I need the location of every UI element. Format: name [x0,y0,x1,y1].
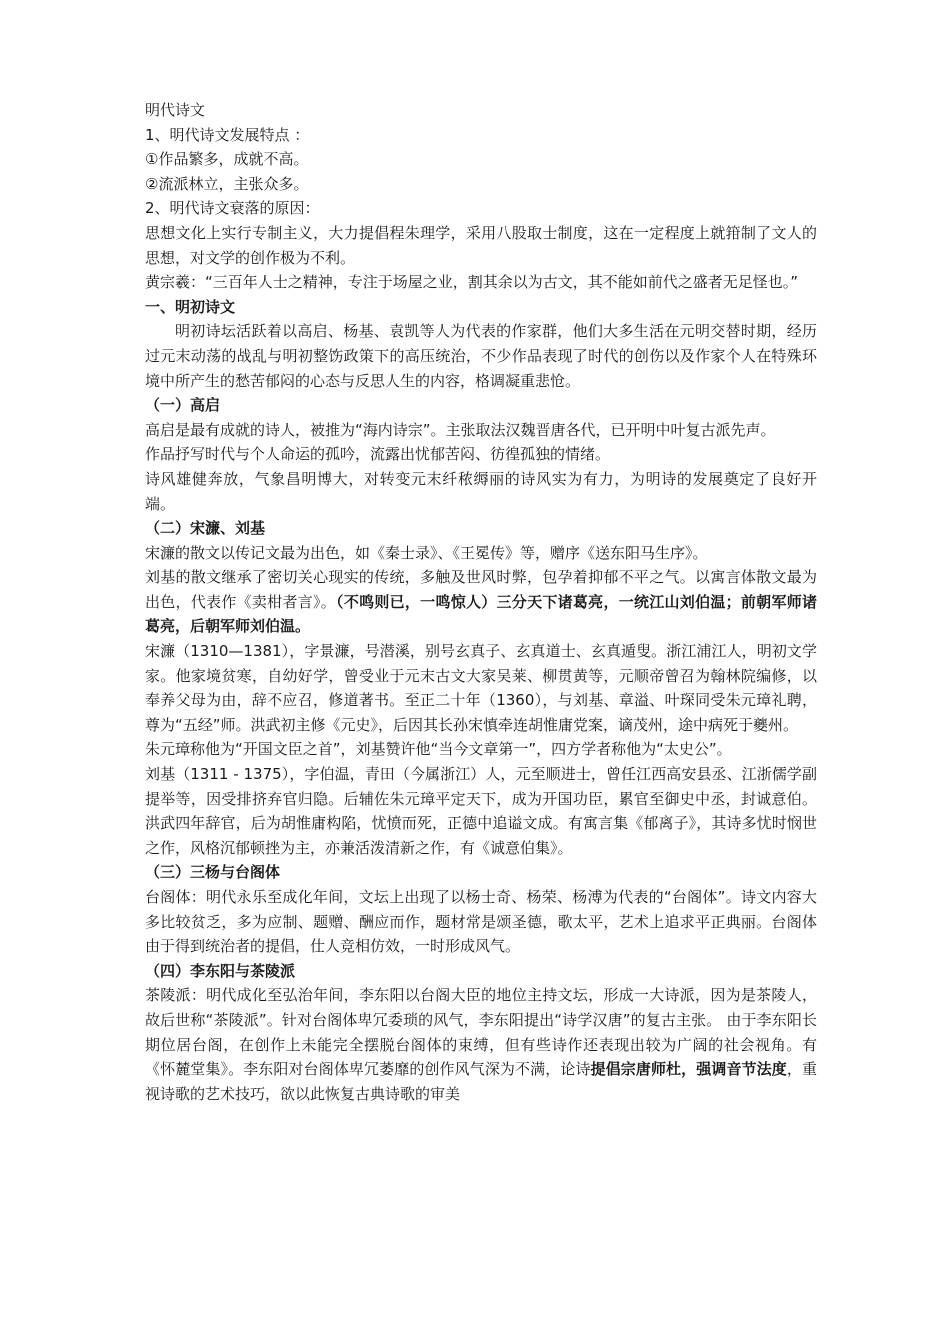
features-heading: 1、明代诗文发展特点 ： [145,125,310,144]
songlian-praise: 朱元璋称他为“开国文臣之首”，刘基赞许他“当今文章第一”，四方学者称他为“太史公”。 [145,740,732,759]
reasons-paragraph: 思想文化上实行专制主义，大力提倡程朱理学，采用八股取士制度，这在一定程度上就箝制了文人的思想，对文学的创作极为不利。 [145,223,817,267]
gaoqi-paragraph-1: 高启是最有成就的诗人，被推为“海内诗宗”。主张取法汉魏晋唐各代，已开明中叶复古派先声。 [145,420,776,439]
gaoqi-paragraph-2: 作品抒写时代与个人命运的孤吟，流露出忧郁苦闷、彷徨孤独的情绪。 [145,445,611,464]
feature-item-1: ①作品繁多，成就不高。 [145,150,309,169]
gaoqi-paragraph-3: 诗风雄健奔放，气象昌明博大，对转变元末纤秾缛丽的诗风实为有力，为明诗的发展奠定了良好开端。 [145,469,817,513]
taige-paragraph: 台阁体：明代永乐至成化年间，文坛上出现了以杨士奇、杨荣、杨溥为代表的“台阁体”。诗文内容大多比较贫乏，多为应制、题赠、酬应而作，题材常是颂圣德，歌太平，艺术上追求平正典丽。台阁体由于得到统治者的提倡，仕人竞相仿效，一时形成风气。 [145,888,817,956]
chaling-paragraph [145,983,817,1106]
document-page [145,98,817,1106]
section-heading-early-ming: 一、明初诗文 [145,297,236,316]
chaling-bold-phrase: 提倡宗唐师杜，强调音节法度 [590,1060,787,1079]
songlian-prose-paragraph: 宋濂的散文以传记文最为出色，如《秦士录》、《王冕传》等，赠序《送东阳马生序》。 [145,543,708,562]
chaling-text-a: 茶陵派：明代成化至弘治年间，李东阳以台阁大臣的地位主持文坛，形成一大诗派，因为是茶陵人，故后世称“茶陵派”。针对台阁体卑冗委琐的风气，李东阳提出“诗学汉唐”的复古主张。 由于李东阳长期位居台阁，在创作上未能完全摆脱台阁体的束缚，但有些诗作还表现出较为广阔的社会视角。有《怀麓堂集》。李东阳对台阁体卑冗萎靡的创作风气深为不满，论诗 [145,986,817,1079]
subsection-heading-gaoqi: （一）高启 [145,396,221,415]
liuji-proverb-bold: （不鸣则已，一鸣惊人）三分天下诸葛亮，一统江山刘伯温；前朝军师诸葛亮，后朝军师刘伯温。 [145,592,817,636]
liuji-prose-text: 刘基的散文继承了密切关心现实的传统，多触及世风时弊，包孕着抑郁不平之气。以寓言体散文最为出色，代表作《卖柑者言》。 [145,568,817,611]
liuji-biography: 刘基（1311 - 1375），字伯温，青田（今属浙江）人，元至顺进士，曾任江西高安县丞、江浙儒学副提举等，因受排挤弃官归隐。后辅佐朱元璋平定天下，成为开国功臣，累官至御史中丞，封诚意伯。洪武四年辞官，后为胡惟庸构陷，忧愤而死，正德中追谥文成。有寓言集《郁离子》，其诗多忧时悯世之作，风格沉郁顿挫为主，亦兼活泼清新之作，有《诚意伯集》。 [145,765,817,857]
reasons-heading: 2、明代诗文衰落的原因： [145,199,320,218]
subsection-heading-songlian-liuji: （二）宋濂、刘基 [145,519,266,538]
subsection-heading-taige: （三）三杨与台阁体 [145,863,281,882]
subsection-heading-chaling: （四）李东阳与茶陵派 [145,961,296,980]
feature-item-2: ②流派林立，主张众多。 [145,174,309,193]
document-title: 明代诗文 [145,101,206,119]
liuji-prose-paragraph [145,565,817,639]
early-ming-intro: 明初诗坛活跃着以高启、杨基、袁凯等人为代表的作家群，他们大多生活在元明交替时期，经历过元末动荡的战乱与明初整饬政策下的高压统治，不少作品表现了时代的创伤以及作家个人在特殊环境中所产生的愁苦郁闷的心态与反思人生的内容，格调凝重悲怆。 [145,322,817,390]
huang-zongxi-quote: 黄宗羲：“三百年人士之精神，专注于场屋之业，割其余以为古文，其不能如前代之盛者无足怪也。” [145,273,799,292]
songlian-biography: 宋濂（1310—1381），字景濂，号潜溪，别号玄真子、玄真道士、玄真遁叟。浙江浦江人，明初文学家。他家境贫寒，自幼好学，曾受业于元末古文大家吴莱、柳贯黄等，元顺帝曾召为翰林院编修，以奉养父母为由，辞不应召，修道著书。至正二十年（1360），与刘基、章溢、叶琛同受朱元璋礼聘，尊为“五经”师。洪武初主修《元史》，后因其长孙宋慎牵连胡惟庸党案，谪茂州，途中病死于夔州。 [145,642,817,734]
chaling-text-b: ，重视诗歌的艺术技巧，欲以此恢复古典诗歌的审美 [145,1060,817,1103]
